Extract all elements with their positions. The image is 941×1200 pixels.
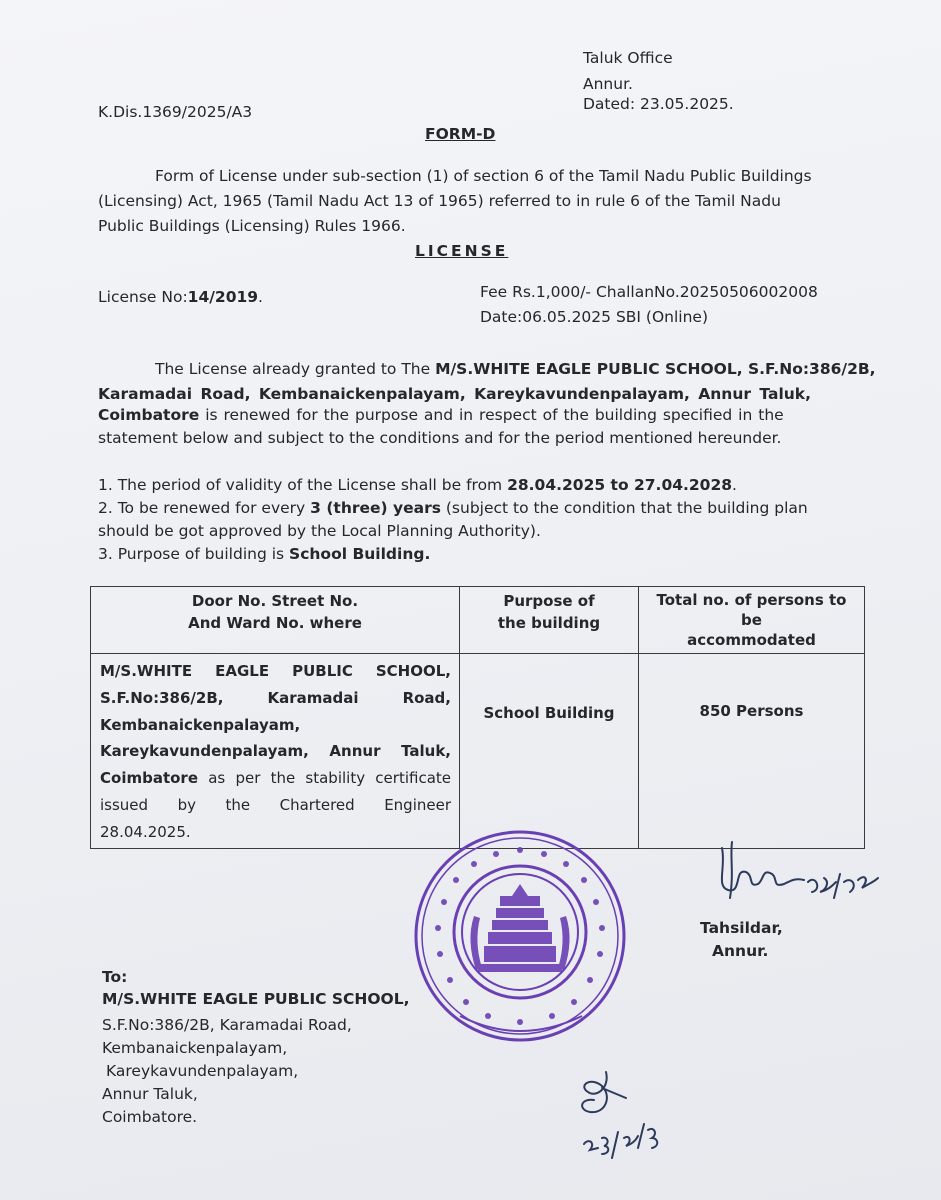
condition-2-continued: should be got approved by the Local Planning Authority).	[98, 522, 541, 540]
intro-line-1: Form of License under sub-section (1) of section 6 of the Tamil Nadu Public Buildings	[155, 167, 812, 185]
signatory-place: Annur.	[712, 942, 769, 960]
condition-1-text: 1. The period of validity of the License shall be from	[98, 476, 508, 494]
recipient-to: To:	[102, 968, 128, 986]
address-street: S.F.No:386/2B, Karamadai Road,	[100, 688, 451, 707]
header-persons	[639, 587, 865, 654]
signatory-title: Tahsildar,	[700, 919, 783, 937]
recipient-line-2: Kembanaickenpalayam,	[102, 1039, 288, 1057]
address-area: Kembanaickenpalayam,	[100, 715, 301, 734]
body-line-4: statement below and subject to the conditions and for the period mentioned hereunder.	[98, 429, 782, 447]
license-number-label: License No:	[98, 288, 188, 306]
body-line-3	[98, 404, 784, 426]
document-date: Dated: 23.05.2025.	[583, 95, 734, 113]
recipient-line-3: Kareykavundenpalayam,	[106, 1062, 299, 1080]
recipient-line-5: Coimbatore.	[102, 1108, 198, 1126]
office-name: Taluk Office	[583, 49, 673, 67]
license-number-period: .	[258, 288, 263, 306]
condition-1-end: .	[732, 476, 737, 494]
official-seal	[404, 820, 636, 1052]
license-number-value: 14/2019	[187, 288, 259, 306]
body-line-1-school: M/S.WHITE EAGLE PUBLIC SCHOOL, S.F.No:386/2B,	[435, 360, 876, 378]
header-address-line-2: And Ward No. where	[188, 614, 362, 632]
intro-line-2: (Licensing) Act, 1965 (Tamil Nadu Act 13 of 1965) referred to in rule 6 of the Tamil Nadu	[98, 192, 781, 210]
condition-3-purpose: School Building.	[289, 545, 431, 563]
tahsildar-signature	[712, 838, 882, 918]
table-row	[91, 654, 865, 849]
address-school: M/S.WHITE EAGLE PUBLIC SCHOOL,	[100, 662, 451, 680]
reference-number: K.Dis.1369/2025/A3	[98, 103, 253, 121]
header-purpose	[460, 587, 639, 654]
address-stability: as per the stability certificate	[198, 769, 451, 788]
condition-3	[98, 543, 430, 565]
address-village: Kareykavundenpalayam, Annur Taluk,	[100, 742, 451, 761]
license-heading: LICENSE	[415, 242, 509, 260]
body-line-2: Karamadai Road, Kembanaickenpalayam, Kareykavundenpalayam, Annur Taluk,	[98, 385, 811, 403]
body-line-1	[155, 358, 876, 380]
condition-3-text: 3. Purpose of building is	[98, 545, 290, 563]
persons-cell: 850 Persons	[639, 654, 865, 849]
table-header-row	[91, 587, 865, 654]
header-purpose-line-2: the building	[497, 614, 601, 632]
challan-date: Date:06.05.2025 SBI (Online)	[480, 308, 709, 326]
office-place: Annur.	[583, 75, 633, 93]
header-persons-line-1: Total no. of persons to be	[656, 591, 847, 629]
body-line-3-text: is renewed for the purpose and in respect of the building specified in the	[199, 406, 784, 424]
condition-2-text: 2. To be renewed for every	[98, 499, 311, 517]
building-details-table	[90, 586, 865, 849]
body-line-3-city: Coimbatore	[98, 406, 200, 424]
address-cell	[91, 654, 460, 849]
condition-2	[98, 497, 808, 519]
header-persons-line-2: accommodated	[687, 631, 816, 649]
condition-2-years: 3 (three) years	[310, 499, 441, 517]
body-line-1-text: The License already granted to The	[155, 360, 436, 378]
condition-1-period: 28.04.2025 to 27.04.2028	[507, 476, 733, 494]
fee-challan: Fee Rs.1,000/- ChallanNo.20250506002008	[480, 283, 818, 301]
purpose-cell: School Building	[460, 654, 639, 849]
form-title: FORM-D	[425, 125, 496, 143]
address-city: Coimbatore	[100, 769, 198, 788]
header-purpose-line-1: Purpose of	[503, 592, 595, 610]
address-engineer: issued by the Chartered Engineer	[100, 795, 451, 814]
condition-2-rest: (subject to the condition that the building plan	[440, 499, 808, 517]
recipient-line-4: Annur Taluk,	[102, 1085, 198, 1103]
header-address	[91, 587, 460, 654]
condition-1	[98, 474, 737, 496]
header-address-line-1: Door No. Street No.	[191, 592, 359, 610]
intro-line-3: Public Buildings (Licensing) Rules 1966.	[98, 217, 406, 235]
license-number	[98, 286, 263, 308]
recipient-line-1: S.F.No:386/2B, Karamadai Road,	[102, 1016, 352, 1034]
recipient-name: M/S.WHITE EAGLE PUBLIC SCHOOL,	[102, 990, 410, 1008]
address-stability-line	[100, 765, 451, 792]
address-cert-date: 28.04.2025.	[100, 822, 191, 841]
initials-signature	[566, 1068, 676, 1168]
